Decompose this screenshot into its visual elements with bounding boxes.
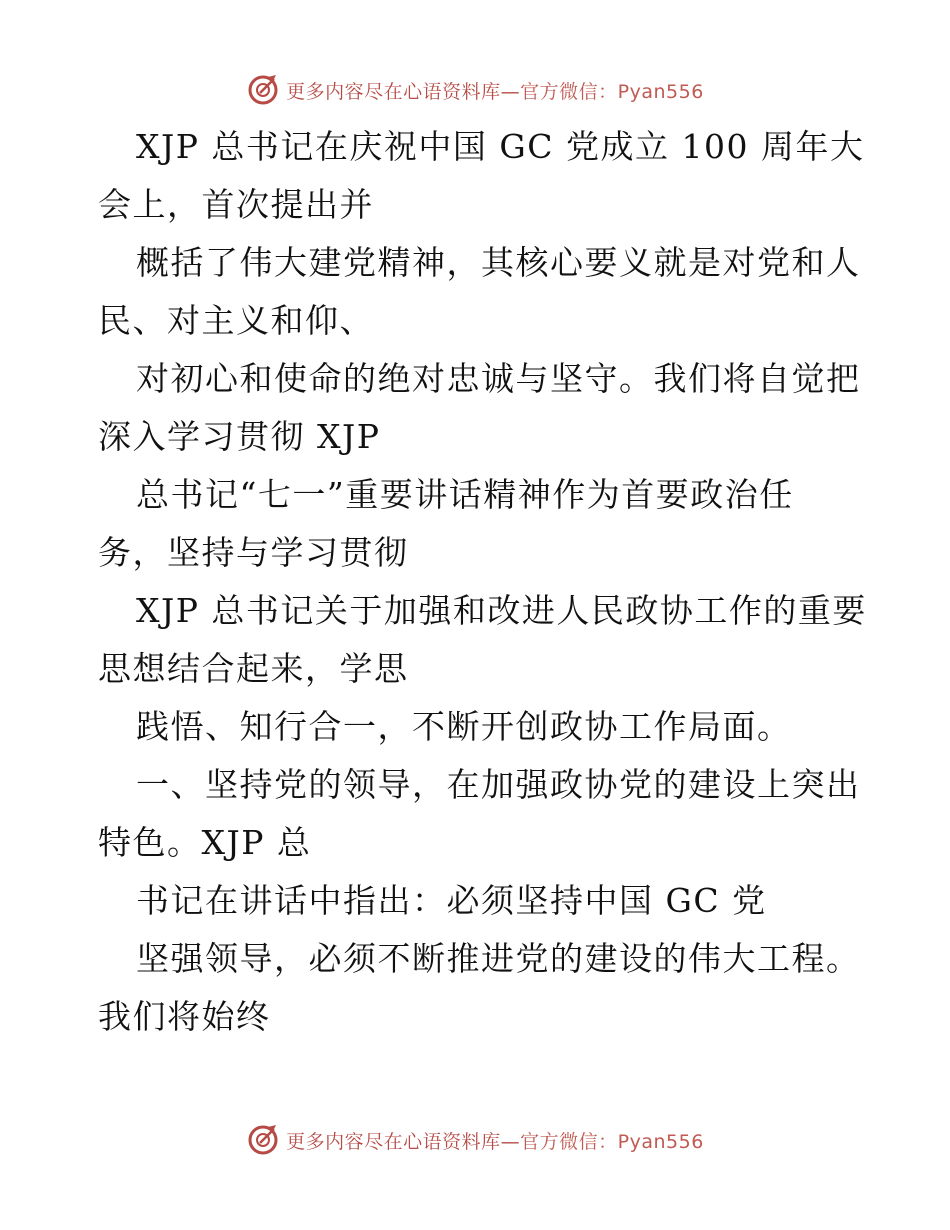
body-line: 我们将始终 xyxy=(98,997,271,1036)
header-banner xyxy=(0,70,950,110)
body-line: 会上，首次提出并 xyxy=(98,185,374,224)
banner-text: 更多内容尽在心语资料库—官方微信：Pyan556 xyxy=(286,80,704,103)
banner-text: 更多内容尽在心语资料库—官方微信：Pyan556 xyxy=(286,1130,704,1153)
body-line: 践悟、知行合一，不断开创政协工作局面。 xyxy=(136,707,792,746)
body-line: 一、坚持党的领导，在加强政协党的建设上突出 xyxy=(136,765,861,804)
body-line: 概括了伟大建党精神，其核心要义就是对党和人 xyxy=(136,243,861,282)
body-line: 对初心和使命的绝对忠诚与坚守。我们将自觉把 xyxy=(136,359,861,398)
body-line: 坚强领导，必须不断推进党的建设的伟大工程。 xyxy=(136,939,861,978)
body-line: 思想结合起来，学思 xyxy=(98,649,409,688)
body-line: XJP 总书记在庆祝中国 GC 党成立 100 周年大 xyxy=(136,127,865,166)
body-line: 民、对主义和仰、 xyxy=(98,301,374,340)
body-line: 书记在讲话中指出：必须坚持中国 GC 党 xyxy=(136,881,767,920)
body-line: XJP 总书记关于加强和改进人民政协工作的重要 xyxy=(136,591,867,630)
pen-nib-logo-icon xyxy=(246,73,280,107)
body-line: 特色。XJP 总 xyxy=(98,823,312,862)
document-body xyxy=(98,118,867,1046)
pen-nib-logo-icon xyxy=(246,1123,280,1157)
body-line: 务，坚持与学习贯彻 xyxy=(98,533,409,572)
body-line: 总书记“七一”重要讲话精神作为首要政治任 xyxy=(136,475,794,514)
body-line: 深入学习贯彻 XJP xyxy=(98,417,381,456)
footer-banner xyxy=(0,1120,950,1160)
